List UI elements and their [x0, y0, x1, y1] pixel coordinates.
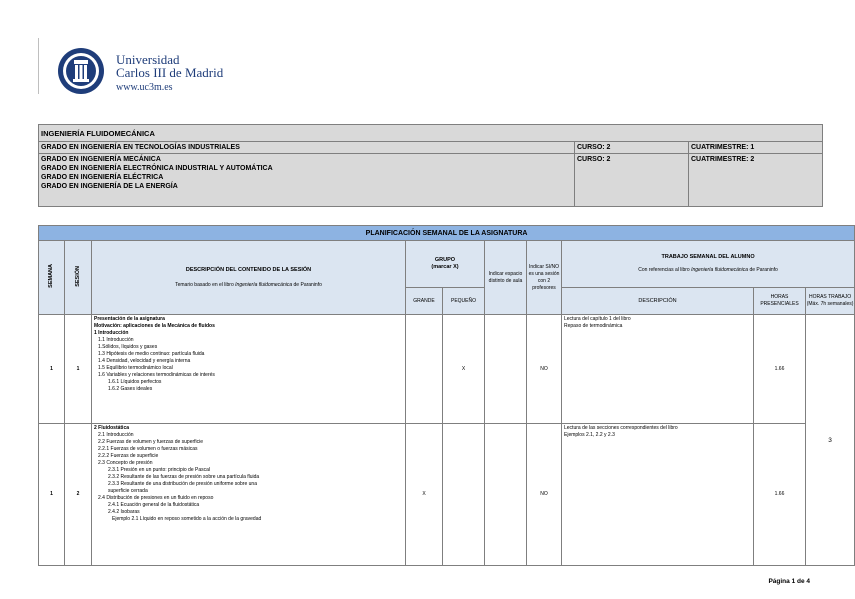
session-semana: 1: [39, 315, 65, 424]
degree-name: GRADO EN INGENIERÍA ELÉCTRICA: [41, 174, 164, 181]
desc-note-pre: Temario basado en el libro: [175, 281, 236, 288]
content-line: 2.2.2 Fuerzas de superficie: [98, 453, 159, 459]
content-line: 2.2 Fuerzas de volumen y fuerzas de superficie: [98, 439, 204, 445]
content-line: 2.3.3 Resultante de una distribución de presión uniforme sobre una: [108, 481, 257, 487]
degree-group: [39, 154, 575, 207]
session-sesion: 2: [65, 424, 92, 566]
content-line: 1.1 Introducción: [98, 337, 134, 343]
content-heading: Motivación: aplicaciones de la Mecánica de fluidos: [94, 323, 215, 329]
content-line: 1.4 Densidad, velocidad y energía interna: [98, 358, 191, 364]
trabajo-line: Lectura del capítulo 1 del libro: [564, 316, 631, 322]
content-line: 1.3 Hipótesis de medio continuo: partícula fluida: [98, 351, 205, 357]
col-semana-label: SEMANA: [48, 264, 54, 288]
degree-name: GRADO EN INGENIERÍA EN TECNOLOGÍAS INDUSTRIALES: [39, 142, 575, 154]
degree-cuatrimestre: CUATRIMESTRE: 2: [689, 154, 823, 207]
col-grupo: [406, 241, 485, 288]
session-profesores: NO: [527, 424, 562, 566]
university-name-line-1: Universidad: [116, 52, 180, 67]
session-semana: 1: [39, 424, 65, 566]
col-descripcion: DESCRIPCIÓN: [562, 288, 754, 315]
page-number: Página 1 de 4: [768, 578, 810, 585]
col-sesion-label: SESIÓN: [74, 265, 81, 287]
session-espacio: [485, 424, 527, 566]
content-line: superficie cerrada: [108, 488, 148, 494]
content-line: 1.6 Variables y relaciones termodinámicas de interés: [98, 372, 215, 378]
content-line: 1.6.2 Gases ideales: [108, 386, 153, 392]
content-line: 2.2.1 Fuerzas de volumen o fuerzas másicas: [98, 446, 198, 452]
col-espacio: Indicar espacio distinto de aula: [485, 241, 527, 315]
col-pequeno: PEQUEÑO: [443, 288, 485, 315]
content-line: Ejemplo 2.1 Líquido en reposo sometido a la acción de la gravedad: [112, 516, 262, 522]
content-heading: 1 Introducción: [94, 330, 129, 336]
content-line: 2.3.1 Presión en un punto: principio de Pascal: [108, 467, 211, 473]
header-divider: [38, 38, 39, 94]
subject-title: INGENIERÍA FLUIDOMECÁNICA: [39, 125, 823, 142]
col-grupo-label: GRUPO: [434, 257, 456, 263]
content-line: 2.3 Concepto de presión: [98, 460, 153, 466]
content-heading: 2 Fluidostática: [94, 425, 130, 431]
col-trabajo: [562, 241, 855, 288]
session-profesores: NO: [527, 315, 562, 424]
session-espacio: [485, 315, 527, 424]
degree-curso: CURSO: 2: [575, 154, 689, 207]
col-horas-presenciales: HORAS PRESENCIALES: [754, 288, 806, 315]
university-name: [116, 53, 223, 79]
session-pequeno: [443, 424, 485, 566]
col-horas-trabajo: HORAS TRABAJO (Máx. 7h semanales): [806, 288, 855, 315]
session-horas-presenciales: 1.66: [754, 424, 806, 566]
session-trabajo: [562, 424, 754, 566]
trabajo-note-post: de Paraninfo: [748, 267, 778, 273]
col-profesores: Indicar SI/NO es una sesión con 2 profesores: [527, 241, 562, 315]
col-trabajo-note: [562, 267, 854, 274]
col-trabajo-label: TRABAJO SEMANAL DEL ALUMNO: [661, 254, 755, 260]
col-semana: [39, 241, 65, 315]
degree-cuatrimestre: CUATRIMESTRE: 1: [689, 142, 823, 154]
session-trabajo: [562, 315, 754, 424]
session-grande: [406, 315, 443, 424]
col-desc-label: DESCRIPCIÓN DEL CONTENIDO DE LA SESIÓN: [185, 266, 312, 273]
session-content: [92, 315, 406, 424]
session-pequeno: X: [443, 315, 485, 424]
session-content: [92, 424, 406, 566]
content-line: 2.3.2 Resultante de las fuerzas de presión sobre una partícula fluida: [108, 474, 260, 480]
content-line: 2.4.2 Isobaras: [108, 509, 140, 515]
content-line: 2.4 Distribución de presiones en un fluido en reposo: [98, 495, 214, 501]
session-grande: X: [406, 424, 443, 566]
plan-title: PLANIFICACIÓN SEMANAL DE LA ASIGNATURA: [39, 226, 855, 241]
content-heading: Presentación de la asignatura: [94, 316, 165, 322]
degree-name: GRADO EN INGENIERÍA DE LA ENERGÍA: [41, 183, 178, 190]
desc-note-book: Ingeniería fluidomecánica: [235, 281, 293, 288]
desc-note-post: de Paraninfo: [292, 281, 322, 288]
subject-info-table: [38, 124, 823, 207]
session-horas-presenciales: 1.66: [754, 315, 806, 424]
weekly-plan-table: [38, 225, 855, 566]
degree-name: GRADO EN INGENIERÍA ELECTRÓNICA INDUSTRIAL Y AUTOMÁTICA: [41, 165, 273, 172]
col-grupo-sub: (marcar X): [431, 264, 459, 270]
trabajo-line: Ejemplos 2.1, 2.2 y 2.3: [564, 432, 615, 438]
content-line: 1.Sólidos, líquidos y gases: [98, 344, 158, 350]
col-desc-note: [92, 282, 405, 289]
trabajo-line: Lectura de las secciones correspondientes del libro: [564, 425, 678, 431]
content-line: 2.1 Introducción: [98, 432, 134, 438]
col-descripcion-contenido: [92, 241, 406, 315]
content-line: 2.4.1 Ecuación general de la fluidostática: [108, 502, 200, 508]
session-sesion: 1: [65, 315, 92, 424]
content-line: 1.5 Equilibrio termodinámico local: [98, 365, 173, 371]
degree-name: GRADO EN INGENIERÍA MECÁNICA: [41, 156, 161, 163]
trabajo-note-book: Ingeniería fluidomecánica: [691, 267, 749, 273]
degree-curso: CURSO: 2: [575, 142, 689, 154]
col-sesion: [65, 241, 92, 315]
horas-trabajo-total: 3: [806, 315, 855, 566]
col-grande: GRANDE: [406, 288, 443, 315]
content-line: 1.6.1 Líquidos perfectos: [108, 379, 162, 385]
trabajo-line: Repaso de termodinámica: [564, 323, 623, 329]
trabajo-note-pre: Con referencias al libro: [638, 267, 692, 273]
university-url: www.uc3m.es: [116, 82, 173, 93]
university-name-line-2: Carlos III de Madrid: [116, 65, 224, 80]
university-logo-icon: [56, 46, 106, 96]
